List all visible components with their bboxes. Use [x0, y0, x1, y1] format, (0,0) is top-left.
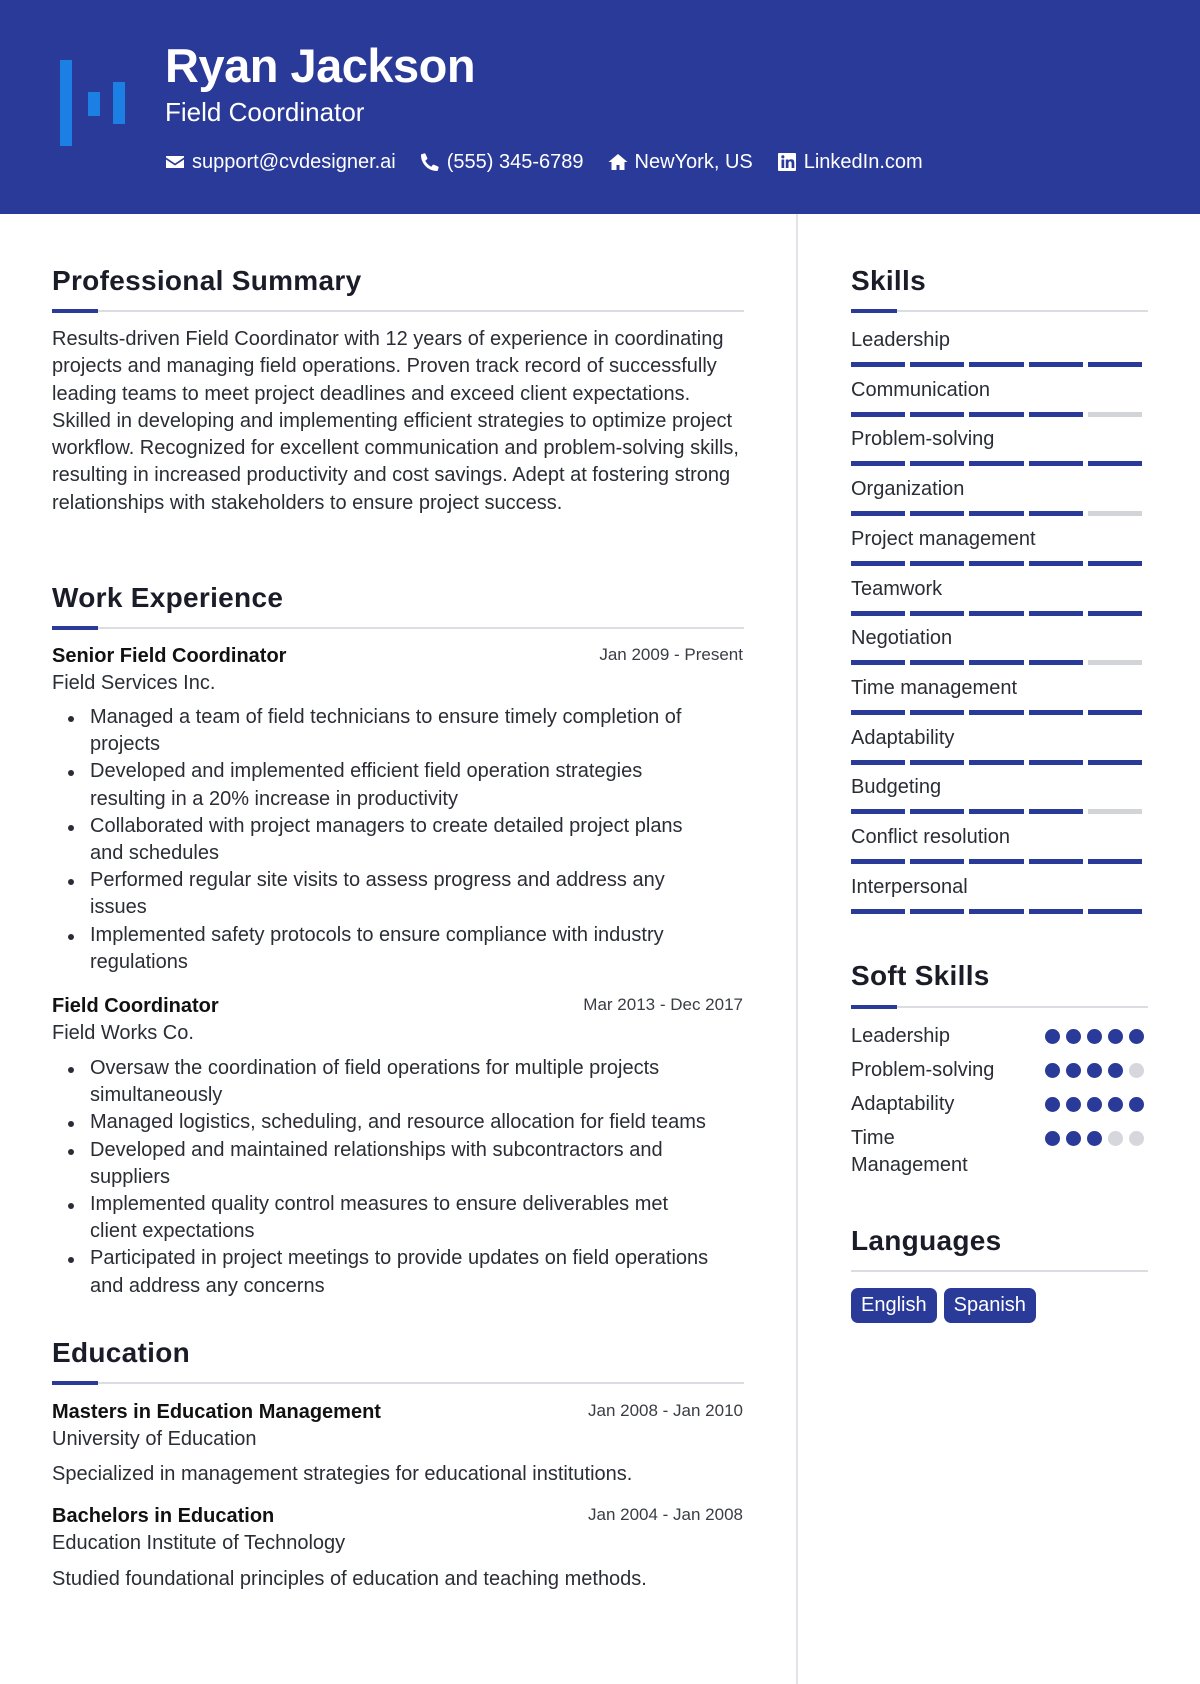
- rating-dot: [1045, 1029, 1060, 1044]
- rating-dot: [1108, 1131, 1123, 1146]
- logo-icon: [60, 60, 130, 146]
- skill-level-segment: [1029, 809, 1083, 814]
- skill-level-bar: [851, 909, 1147, 914]
- job-company: Field Works Co.: [52, 1022, 194, 1044]
- rating-dot: [1108, 1029, 1123, 1044]
- skill-level-segment: [910, 760, 964, 765]
- soft-skill-rating: [1045, 1131, 1150, 1146]
- summary-text: Results-driven Field Coordinator with 12 years of experience in coordinating projects and managing field operations. Proven track record of successfully leading teams to meet project deadlines and exceed client expectations. Skilled in developing and implementing efficient strategies to optimize project workflow. Recognized for excellent communication and problem-solving skills, resulting in increased productivity and cost savings. Adept at fostering strong relationships with stakeholders to ensure project success.: [52, 328, 739, 514]
- skill-level-segment: [851, 511, 905, 516]
- skill-level-bar: [851, 412, 1147, 417]
- soft-skills-rule: [851, 1006, 1148, 1008]
- list-item: Participated in project meetings to provide updates on field operations and address any concerns: [52, 1245, 712, 1299]
- envelope-icon: [165, 152, 185, 172]
- skill-level-segment: [969, 809, 1023, 814]
- skill-level-segment: [851, 362, 905, 367]
- list-item: Developed and implemented efficient field operation strategies resulting in a 20% increase in productivity: [52, 758, 712, 812]
- languages-list: [851, 1288, 1043, 1323]
- contact-phone-text: (555) 345-6789: [446, 150, 584, 173]
- resume-header: [0, 0, 1200, 214]
- skill-label: Time management: [851, 676, 1017, 699]
- skill-label: Teamwork: [851, 577, 943, 600]
- skill-level-segment: [969, 511, 1023, 516]
- job-date: Mar 2013 - Dec 2017: [583, 995, 743, 1014]
- phone-icon: [420, 152, 440, 172]
- contact-email-text: support@cvdesigner.ai: [192, 150, 396, 173]
- degree-title: Masters in Education Management: [52, 1401, 381, 1423]
- skill-level-bar: [851, 611, 1147, 616]
- skill-level-segment: [1088, 461, 1142, 466]
- skill-level-segment: [1029, 461, 1083, 466]
- skill-level-segment: [1029, 561, 1083, 566]
- skill-level-segment: [851, 461, 905, 466]
- skill-level-segment: [910, 909, 964, 914]
- summary-rule: [52, 310, 744, 312]
- skill-level-segment: [851, 611, 905, 616]
- degree-description: Specialized in management strategies for educational institutions.: [52, 1463, 633, 1485]
- soft-skills-heading: Soft Skills: [851, 960, 990, 991]
- job-bullets: [52, 704, 712, 976]
- skill-label: Conflict resolution: [851, 826, 1010, 848]
- skill-level-segment: [910, 809, 964, 814]
- skill-level-bar: [851, 760, 1147, 765]
- rating-dot: [1045, 1097, 1060, 1112]
- skill-level-bar: [851, 561, 1147, 566]
- list-item: Managed logistics, scheduling, and resource allocation for field teams: [52, 1109, 712, 1136]
- language-badge: Spanish: [944, 1288, 1036, 1323]
- skill-label: Budgeting: [851, 776, 942, 799]
- skill-level-bar: [851, 660, 1147, 665]
- list-item: Oversaw the coordination of field operations for multiple projects simultaneously: [52, 1055, 712, 1109]
- soft-skill-rating: [1045, 1029, 1150, 1044]
- skill-level-segment: [969, 561, 1023, 566]
- summary-heading: Professional Summary: [52, 265, 362, 296]
- job-date: Jan 2009 - Present: [599, 645, 743, 664]
- home-icon: [608, 152, 628, 172]
- list-item: Collaborated with project managers to create detailed project plans and schedules: [52, 813, 712, 867]
- skill-level-segment: [1029, 710, 1083, 715]
- skill-level-segment: [1029, 660, 1083, 665]
- skill-level-segment: [910, 412, 964, 417]
- soft-skill-label: Adaptability: [851, 1093, 955, 1115]
- skill-level-segment: [1029, 362, 1083, 367]
- skill-level-segment: [1029, 909, 1083, 914]
- skill-level-segment: [910, 859, 964, 864]
- skill-level-segment: [910, 660, 964, 665]
- skill-level-segment: [969, 611, 1023, 616]
- skills-rule: [851, 310, 1148, 312]
- skill-level-segment: [969, 710, 1023, 715]
- list-item: Managed a team of field technicians to ensure timely completion of projects: [52, 704, 712, 758]
- column-divider: [796, 214, 798, 1684]
- contact-location-text: NewYork, US: [634, 150, 753, 173]
- linkedin-icon: [777, 152, 797, 172]
- rating-dot: [1087, 1131, 1102, 1146]
- rating-dot: [1045, 1131, 1060, 1146]
- skill-level-segment: [1029, 511, 1083, 516]
- skill-level-segment: [1088, 809, 1142, 814]
- skill-label: Adaptability: [851, 726, 955, 749]
- skill-level-segment: [851, 412, 905, 417]
- rating-dot: [1129, 1131, 1144, 1146]
- contact-phone[interactable]: [420, 151, 584, 174]
- skill-label: Communication: [851, 378, 990, 401]
- skill-level-segment: [969, 362, 1023, 367]
- skill-level-segment: [969, 461, 1023, 466]
- skill-level-segment: [969, 859, 1023, 864]
- skill-level-segment: [1088, 362, 1142, 367]
- skill-label: Interpersonal: [851, 875, 968, 898]
- skill-level-bar: [851, 710, 1147, 715]
- skill-level-segment: [910, 710, 964, 715]
- rating-dot: [1066, 1131, 1081, 1146]
- contact-linkedin[interactable]: [777, 151, 923, 174]
- contact-list: [165, 147, 947, 177]
- skill-level-segment: [910, 362, 964, 367]
- skill-label: Organization: [851, 478, 965, 501]
- school-name: University of Education: [52, 1428, 257, 1450]
- soft-skill-label: Time Management: [851, 1127, 968, 1176]
- skill-label: Problem-solving: [851, 428, 995, 451]
- job-title: Senior Field Coordinator: [52, 645, 287, 667]
- rating-dot: [1108, 1063, 1123, 1078]
- degree-date: Jan 2008 - Jan 2010: [587, 1401, 743, 1420]
- skill-level-segment: [1088, 561, 1142, 566]
- skill-level-segment: [969, 412, 1023, 417]
- skill-level-bar: [851, 859, 1147, 864]
- skill-level-segment: [1088, 760, 1142, 765]
- skill-level-segment: [1029, 859, 1083, 864]
- soft-skill-rating: [1045, 1097, 1150, 1112]
- soft-skill-label: Problem-solving: [851, 1059, 995, 1081]
- school-name: Education Institute of Technology: [52, 1532, 346, 1554]
- education-heading: Education: [52, 1337, 191, 1368]
- job-title: Field Coordinator: [52, 995, 219, 1017]
- soft-skill-label: Leadership: [851, 1025, 950, 1047]
- contact-email[interactable]: [165, 151, 396, 174]
- skill-label: Leadership: [851, 329, 950, 351]
- degree-date: Jan 2004 - Jan 2008: [587, 1505, 743, 1524]
- skill-level-segment: [1088, 710, 1142, 715]
- skill-level-bar: [851, 511, 1147, 516]
- rating-dot: [1129, 1097, 1144, 1112]
- skill-level-segment: [1088, 611, 1142, 616]
- skill-level-segment: [1088, 412, 1142, 417]
- skill-level-segment: [969, 660, 1023, 665]
- skill-level-segment: [1088, 660, 1142, 665]
- skills-heading: Skills: [851, 265, 926, 296]
- skill-level-segment: [969, 909, 1023, 914]
- skill-level-segment: [910, 511, 964, 516]
- candidate-role: Field Coordinator: [165, 97, 365, 127]
- experience-heading: Work Experience: [52, 582, 284, 613]
- skill-level-bar: [851, 362, 1147, 367]
- contact-linkedin-text: LinkedIn.com: [803, 150, 923, 173]
- languages-rule: [851, 1270, 1148, 1272]
- list-item: Developed and maintained relationships with subcontractors and suppliers: [52, 1137, 712, 1191]
- skill-level-segment: [851, 809, 905, 814]
- skill-label: Negotiation: [851, 627, 953, 650]
- skill-level-segment: [851, 660, 905, 665]
- rating-dot: [1045, 1063, 1060, 1078]
- skill-level-segment: [969, 760, 1023, 765]
- rating-dot: [1129, 1063, 1144, 1078]
- rating-dot: [1066, 1029, 1081, 1044]
- rating-dot: [1087, 1029, 1102, 1044]
- soft-skill-rating: [1045, 1063, 1150, 1078]
- list-item: Implemented safety protocols to ensure compliance with industry regulations: [52, 922, 712, 976]
- skill-level-bar: [851, 461, 1147, 466]
- education-rule: [52, 1382, 744, 1384]
- degree-description: Studied foundational principles of education and teaching methods.: [52, 1568, 647, 1590]
- rating-dot: [1108, 1097, 1123, 1112]
- skill-level-segment: [851, 760, 905, 765]
- skill-level-segment: [851, 909, 905, 914]
- languages-heading: Languages: [851, 1225, 1002, 1256]
- skill-level-segment: [1029, 412, 1083, 417]
- list-item: Performed regular site visits to assess progress and address any issues: [52, 867, 712, 921]
- job-company: Field Services Inc.: [52, 672, 216, 694]
- rating-dot: [1066, 1097, 1081, 1112]
- skill-level-segment: [851, 859, 905, 864]
- experience-rule: [52, 627, 744, 629]
- job-bullets: [52, 1055, 712, 1300]
- skill-level-segment: [851, 710, 905, 715]
- skill-level-segment: [851, 561, 905, 566]
- rating-dot: [1087, 1063, 1102, 1078]
- language-badge: English: [851, 1288, 937, 1323]
- skill-level-segment: [1088, 511, 1142, 516]
- skill-level-segment: [910, 561, 964, 566]
- rating-dot: [1087, 1097, 1102, 1112]
- skill-level-bar: [851, 809, 1147, 814]
- rating-dot: [1129, 1029, 1144, 1044]
- skill-label: Project management: [851, 527, 1036, 550]
- rating-dot: [1066, 1063, 1081, 1078]
- skill-level-segment: [1029, 611, 1083, 616]
- skill-level-segment: [1088, 859, 1142, 864]
- skill-level-segment: [910, 611, 964, 616]
- contact-location: [608, 151, 753, 174]
- list-item: Implemented quality control measures to ensure deliverables met client expectations: [52, 1191, 712, 1245]
- candidate-name: Ryan Jackson: [165, 39, 476, 92]
- degree-title: Bachelors in Education: [52, 1505, 275, 1527]
- skill-level-segment: [1029, 760, 1083, 765]
- skill-level-segment: [1088, 909, 1142, 914]
- skill-level-segment: [910, 461, 964, 466]
